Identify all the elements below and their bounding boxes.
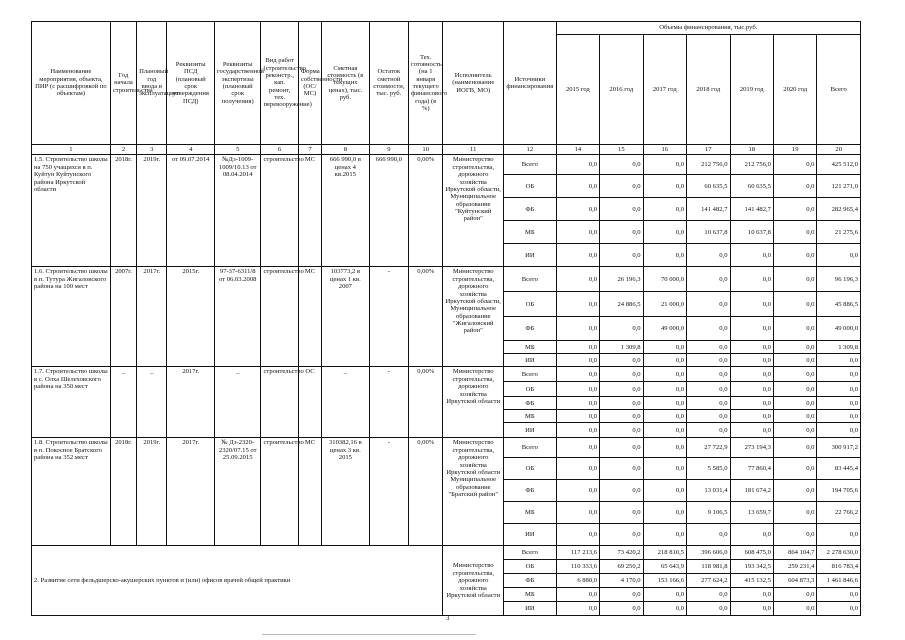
funding-value: 608 475,0 (730, 546, 773, 560)
object-name: 1.6. Строительство школы в п. Тутура Жигаловского района на 100 мест (32, 267, 111, 367)
funding-value: 0,0 (600, 480, 643, 502)
footer-line (262, 634, 476, 635)
funding-value: 0,0 (730, 267, 773, 292)
executor: Министерство строительства, дорожного хозяйства Иркутской области (443, 546, 504, 616)
funding-source: ИИ (504, 423, 557, 438)
funding-value: 6 880,0 (556, 574, 599, 588)
funding-value: 0,0 (773, 480, 816, 502)
header-sources: Источники финансирования (504, 22, 557, 145)
ownership-form: МС (298, 155, 321, 267)
estimate-cost: 103773,2 в ценах 1 кв. 2007 (322, 267, 370, 367)
funding-value: 0,0 (556, 367, 599, 382)
funding-source: ФБ (504, 198, 557, 221)
funding-value: 0,0 (556, 480, 599, 502)
funding-value: 0,0 (600, 588, 643, 602)
funding-value: 10 637,8 (730, 221, 773, 244)
funding-value: 0,0 (773, 367, 816, 382)
ownership-form: ОС (298, 367, 321, 438)
funding-value: 0,0 (730, 354, 773, 367)
header-ownership: Форма собственности (ОС/МС) (298, 22, 321, 145)
header-year-col: Всего (817, 35, 861, 145)
table-row (32, 367, 861, 382)
funding-value: 0,0 (817, 354, 861, 367)
year-plan: _ (137, 367, 167, 438)
funding-value: 0,0 (730, 244, 773, 267)
year-start: 2018г. (110, 438, 136, 546)
column-number: 6 (261, 145, 298, 155)
psd-details: 2017г. (167, 367, 215, 438)
funding-value: 0,0 (600, 155, 643, 175)
funding-value: 0,0 (643, 480, 686, 502)
funding-value: 259 231,4 (773, 560, 816, 574)
header-volumes: Объемы финансирования, тыс.руб. (556, 22, 860, 35)
funding-value: 0,0 (556, 588, 599, 602)
funding-value: 27 722,9 (687, 438, 730, 458)
funding-source: Всего (504, 367, 557, 382)
funding-source: ОБ (504, 292, 557, 317)
funding-source: МБ (504, 410, 557, 423)
ownership-form: МС (298, 267, 321, 367)
column-number: 2 (110, 145, 136, 155)
funding-value: 0,0 (556, 354, 599, 367)
year-start: 2018г. (110, 155, 136, 267)
funding-value: 0,0 (687, 423, 730, 438)
funding-value: 70 000,0 (643, 267, 686, 292)
column-number: 14 (556, 145, 599, 155)
funding-value: 0,0 (773, 382, 816, 397)
funding-source: Всего (504, 546, 557, 560)
column-number: 10 (409, 145, 443, 155)
funding-value: 0,0 (643, 244, 686, 267)
funding-value: 69 250,2 (600, 560, 643, 574)
estimate-cost: 666 990,0 в ценах 4 кв.2015 (322, 155, 370, 267)
funding-value: 10 637,8 (687, 221, 730, 244)
funding-value: 0,0 (773, 438, 816, 458)
funding-value: 282 965,4 (817, 198, 861, 221)
funding-value: 118 981,8 (687, 560, 730, 574)
funding-source: ФБ (504, 574, 557, 588)
funding-value: 0,0 (643, 155, 686, 175)
funding-value: 0,0 (643, 410, 686, 423)
funding-value: 0,0 (556, 221, 599, 244)
funding-value: 60 635,5 (687, 175, 730, 198)
table-row (32, 155, 861, 175)
column-number: 4 (167, 145, 215, 155)
funding-value: 0,0 (600, 354, 643, 367)
funding-source: МБ (504, 502, 557, 524)
funding-value: 0,0 (687, 317, 730, 341)
funding-source: ФБ (504, 397, 557, 410)
funding-value: 0,0 (687, 524, 730, 546)
funding-value: 49 000,0 (817, 317, 861, 341)
funding-value: 415 132,5 (730, 574, 773, 588)
funding-value: 0,0 (773, 244, 816, 267)
funding-value: 0,0 (687, 382, 730, 397)
expertise-details: №Дз-1009-1009/10.13 от 08.04.2014 (214, 155, 261, 267)
header-remainder: Остаток сметной стоимости, тыс. руб. (369, 22, 408, 145)
funding-value: 0,0 (556, 602, 599, 616)
funding-value: 0,0 (773, 354, 816, 367)
readiness-percent: 0,00% (409, 267, 443, 367)
section-title: 2. Развитие сети фельдшерско-акушерских пунктов и (или) офисов врачей общей практики (32, 546, 443, 616)
estimate-cost: _ (322, 367, 370, 438)
header-year-col: 2016 год (600, 35, 643, 145)
funding-value: 0,0 (773, 397, 816, 410)
funding-value: 0,0 (556, 423, 599, 438)
column-number: 1 (32, 145, 111, 155)
funding-value: 0,0 (687, 292, 730, 317)
funding-value: 0,0 (817, 524, 861, 546)
header-year-col: 2017 год (643, 35, 686, 145)
header-year-col: 2020 год (773, 35, 816, 145)
funding-value: 0,0 (730, 397, 773, 410)
header-year-col: 2019 год (730, 35, 773, 145)
funding-value: 117 213,6 (556, 546, 599, 560)
psd-details: 2015г. (167, 267, 215, 367)
funding-source: Всего (504, 267, 557, 292)
header-work-type: Вид работ (строительство, реконстр., кап. ремонт, тех. перевооружение) (261, 22, 298, 145)
funding-value: 0,0 (556, 317, 599, 341)
funding-value: 21 000,0 (643, 292, 686, 317)
funding-value: 4 170,0 (600, 574, 643, 588)
remainder-cost: - (369, 267, 408, 367)
funding-source: Всего (504, 438, 557, 458)
funding-value: 0,0 (773, 267, 816, 292)
column-number: 19 (773, 145, 816, 155)
funding-source: ИИ (504, 354, 557, 367)
funding-value: 194 705,6 (817, 480, 861, 502)
funding-value: 0,0 (600, 198, 643, 221)
year-plan: 2017г. (137, 267, 167, 367)
funding-value: 0,0 (730, 423, 773, 438)
funding-value: 0,0 (556, 155, 599, 175)
funding-value: 0,0 (687, 354, 730, 367)
funding-value: 0,0 (556, 244, 599, 267)
column-number: 5 (214, 145, 261, 155)
funding-value: 0,0 (600, 438, 643, 458)
funding-value: 0,0 (773, 317, 816, 341)
funding-value: 0,0 (556, 438, 599, 458)
funding-value: 0,0 (773, 175, 816, 198)
funding-value: 96 196,3 (817, 267, 861, 292)
funding-value: 0,0 (600, 423, 643, 438)
funding-value: 0,0 (730, 317, 773, 341)
funding-value: 212 756,0 (687, 155, 730, 175)
executor: Министерство строительства, дорожного хозяйства Иркутской области Муниципальное образование "Братский район" (443, 438, 504, 546)
estimate-cost: 310382,16 в ценах 3 кв. 2015 (322, 438, 370, 546)
funding-value: 153 166,6 (643, 574, 686, 588)
funding-value: 0,0 (600, 221, 643, 244)
funding-value: 0,0 (773, 588, 816, 602)
funding-value: 0,0 (817, 423, 861, 438)
expertise-details: _ (214, 367, 261, 438)
funding-value: 24 886,5 (600, 292, 643, 317)
funding-value: 21 275,6 (817, 221, 861, 244)
page-number: 3 (446, 614, 450, 622)
column-number: 15 (600, 145, 643, 155)
funding-value: 0,0 (817, 397, 861, 410)
funding-source: Всего (504, 155, 557, 175)
year-plan: 2019г. (137, 155, 167, 267)
funding-source: МБ (504, 221, 557, 244)
funding-value: 1 309,8 (600, 341, 643, 354)
table-row (32, 546, 861, 560)
header-year-start: Год начала строительства (110, 22, 136, 145)
funding-value: 0,0 (556, 341, 599, 354)
year-plan: 2019г. (137, 438, 167, 546)
column-number: 11 (443, 145, 504, 155)
funding-value: 0,0 (556, 458, 599, 480)
header-estimate: Сметная стоимость (в текущих ценах), тыс. руб. (322, 22, 370, 145)
funding-value: 22 766,2 (817, 502, 861, 524)
funding-value: 0,0 (643, 602, 686, 616)
funding-value: 0,0 (600, 410, 643, 423)
funding-source: ОБ (504, 175, 557, 198)
funding-value: 0,0 (730, 292, 773, 317)
object-name: 1.7. Строительство школы в с. Олха Шелеховского района на 350 мест (32, 367, 111, 438)
funding-value: 0,0 (643, 524, 686, 546)
funding-value: 0,0 (817, 382, 861, 397)
funding-value: 0,0 (773, 524, 816, 546)
funding-value: 2 278 630,0 (817, 546, 861, 560)
funding-value: 73 420,2 (600, 546, 643, 560)
funding-value: 396 606,0 (687, 546, 730, 560)
header-year-plan: Плановый год ввода в эксплуатацию (137, 22, 167, 145)
column-number: 3 (137, 145, 167, 155)
funding-value: 0,0 (600, 502, 643, 524)
expertise-details: 97-37-6311/8 от 06.03.2008 (214, 267, 261, 367)
funding-value: 212 756,0 (730, 155, 773, 175)
work-type: строительство (261, 267, 298, 367)
funding-value: 0,0 (600, 317, 643, 341)
funding-value: 0,0 (773, 602, 816, 616)
funding-value: 0,0 (773, 292, 816, 317)
funding-source: ОБ (504, 458, 557, 480)
executor: Министерство строительства, дорожного хозяйства Иркутской области, Муниципальное образование "Куйтунский район" (443, 155, 504, 267)
work-type: строительство (261, 438, 298, 546)
funding-value: 0,0 (773, 423, 816, 438)
funding-value: 864 104,7 (773, 546, 816, 560)
funding-value: 300 917,2 (817, 438, 861, 458)
funding-source: ФБ (504, 317, 557, 341)
funding-source: МБ (504, 341, 557, 354)
funding-value: 0,0 (556, 292, 599, 317)
funding-value: 121 271,0 (817, 175, 861, 198)
funding-value: 0,0 (556, 198, 599, 221)
funding-value: 425 512,0 (817, 155, 861, 175)
remainder-cost: - (369, 367, 408, 438)
funding-value: 1 461 846,6 (817, 574, 861, 588)
funding-value: 0,0 (817, 602, 861, 616)
funding-value: 0,0 (600, 397, 643, 410)
funding-value: 13 031,4 (687, 480, 730, 502)
funding-source: МБ (504, 588, 557, 602)
work-type: строительство (261, 367, 298, 438)
funding-value: 0,0 (643, 588, 686, 602)
funding-value: 0,0 (773, 458, 816, 480)
funding-value: 0,0 (556, 175, 599, 198)
funding-value: 65 643,9 (643, 560, 686, 574)
funding-value: 0,0 (730, 382, 773, 397)
funding-value: 0,0 (643, 458, 686, 480)
funding-value: 0,0 (730, 602, 773, 616)
funding-value: 0,0 (687, 341, 730, 354)
header-name: Наименование мероприятия, объекта, ПИР (с расшифровкой по объектам) (32, 22, 111, 145)
funding-source: ИИ (504, 244, 557, 267)
readiness-percent: 0,00% (409, 155, 443, 267)
financing-table (31, 21, 861, 616)
header-psd: Реквизиты ПСД (плановый срок утверждения ПСД) (167, 22, 215, 145)
funding-value: 0,0 (643, 341, 686, 354)
remainder-cost: 666 990,0 (369, 155, 408, 267)
column-number: 8 (322, 145, 370, 155)
column-number: 12 (504, 145, 557, 155)
funding-value: 0,0 (643, 423, 686, 438)
work-type: строительство (261, 155, 298, 267)
funding-value: 0,0 (643, 382, 686, 397)
funding-value: 0,0 (817, 244, 861, 267)
funding-value: 13 659,7 (730, 502, 773, 524)
funding-source: ФБ (504, 480, 557, 502)
column-number: 7 (298, 145, 321, 155)
psd-details: 2017г. (167, 438, 215, 546)
funding-value: 218 810,5 (643, 546, 686, 560)
funding-value: 277 624,2 (687, 574, 730, 588)
funding-value: 816 783,4 (817, 560, 861, 574)
funding-value: 77 860,4 (730, 458, 773, 480)
funding-value: 0,0 (817, 367, 861, 382)
funding-value: 0,0 (687, 267, 730, 292)
psd-details: от 09.07.2014 (167, 155, 215, 267)
funding-value: 0,0 (730, 524, 773, 546)
funding-value: 1 309,8 (817, 341, 861, 354)
funding-source: ИИ (504, 524, 557, 546)
funding-value: 0,0 (773, 341, 816, 354)
funding-value: 141 482,7 (687, 198, 730, 221)
funding-value: 181 674,2 (730, 480, 773, 502)
funding-value: 0,0 (730, 588, 773, 602)
readiness-percent: 0,00% (409, 438, 443, 546)
object-name: 1.8. Строительство школы в п. Покосное Братского района на 352 мест (32, 438, 111, 546)
column-number: 9 (369, 145, 408, 155)
column-number: 17 (687, 145, 730, 155)
funding-value: 0,0 (643, 502, 686, 524)
funding-value: 0,0 (556, 524, 599, 546)
funding-value: 0,0 (643, 438, 686, 458)
year-start: _ (110, 367, 136, 438)
funding-value: 273 194,3 (730, 438, 773, 458)
funding-value: 0,0 (643, 175, 686, 198)
funding-value: 9 106,5 (687, 502, 730, 524)
funding-value: 0,0 (687, 244, 730, 267)
table-row (32, 438, 861, 458)
funding-value: 83 445,4 (817, 458, 861, 480)
column-number: 20 (817, 145, 861, 155)
funding-value: 0,0 (643, 354, 686, 367)
funding-source: ОБ (504, 382, 557, 397)
funding-value: 0,0 (600, 244, 643, 267)
funding-source: ИИ (504, 602, 557, 616)
year-start: 2007г. (110, 267, 136, 367)
remainder-cost: - (369, 438, 408, 546)
executor: Министерство строительства, дорожного хозяйства Иркутской области (443, 367, 504, 438)
object-name: 1.5. Строительство школы на 750 учащихся в п. Куйтун Куйтунского района Иркутской области (32, 155, 111, 267)
funding-value: 0,0 (687, 602, 730, 616)
funding-value: 0,0 (817, 588, 861, 602)
funding-value: 0,0 (600, 382, 643, 397)
funding-value: 26 196,3 (600, 267, 643, 292)
funding-value: 45 886,5 (817, 292, 861, 317)
column-number: 16 (643, 145, 686, 155)
column-number: 18 (730, 145, 773, 155)
executor: Министерство строительства, дорожного хозяйства Иркутской области, Муниципальное образование "Жигаловский район" (443, 267, 504, 367)
funding-value: 49 000,0 (643, 317, 686, 341)
funding-value: 60 635,5 (730, 175, 773, 198)
header-year-col: 2018 год (687, 35, 730, 145)
funding-value: 0,0 (773, 155, 816, 175)
table-row (32, 267, 861, 292)
funding-value: 0,0 (730, 410, 773, 423)
funding-source: ОБ (504, 560, 557, 574)
funding-value: 0,0 (687, 588, 730, 602)
funding-value: 604 873,3 (773, 574, 816, 588)
funding-value: 0,0 (730, 341, 773, 354)
funding-value: 141 482,7 (730, 198, 773, 221)
funding-value: 0,0 (730, 367, 773, 382)
funding-value: 0,0 (643, 367, 686, 382)
funding-value: 0,0 (773, 502, 816, 524)
funding-value: 0,0 (556, 267, 599, 292)
funding-value: 0,0 (817, 410, 861, 423)
funding-value: 0,0 (773, 221, 816, 244)
funding-value: 0,0 (556, 410, 599, 423)
funding-value: 0,0 (600, 175, 643, 198)
funding-value: 0,0 (773, 198, 816, 221)
funding-value: 0,0 (600, 524, 643, 546)
header-expertise: Реквизиты государственной экспертизы (плановый срок получения) (214, 22, 261, 145)
funding-value: 0,0 (687, 397, 730, 410)
funding-value: 0,0 (600, 602, 643, 616)
expertise-details: № Дз-2320-2320/07.15 от 25.09.2015 (214, 438, 261, 546)
funding-value: 0,0 (556, 502, 599, 524)
funding-value: 5 585,0 (687, 458, 730, 480)
ownership-form: МС (298, 438, 321, 546)
funding-value: 110 333,6 (556, 560, 599, 574)
funding-value: 0,0 (556, 397, 599, 410)
funding-value: 193 342,5 (730, 560, 773, 574)
funding-value: 0,0 (643, 198, 686, 221)
funding-value: 0,0 (600, 367, 643, 382)
funding-value: 0,0 (687, 410, 730, 423)
header-readiness: Тех. готовность (на 1 января текущего финансового года) (в %) (409, 22, 443, 145)
readiness-percent: 0,00% (409, 367, 443, 438)
funding-value: 0,0 (687, 367, 730, 382)
funding-value: 0,0 (643, 397, 686, 410)
funding-value: 0,0 (600, 458, 643, 480)
header-year-col: 2015 год (556, 35, 599, 145)
header-executor: Исполнитель (наименование ИОГВ, МО) (443, 22, 504, 145)
funding-value: 0,0 (643, 221, 686, 244)
funding-value: 0,0 (556, 382, 599, 397)
funding-value: 0,0 (773, 410, 816, 423)
